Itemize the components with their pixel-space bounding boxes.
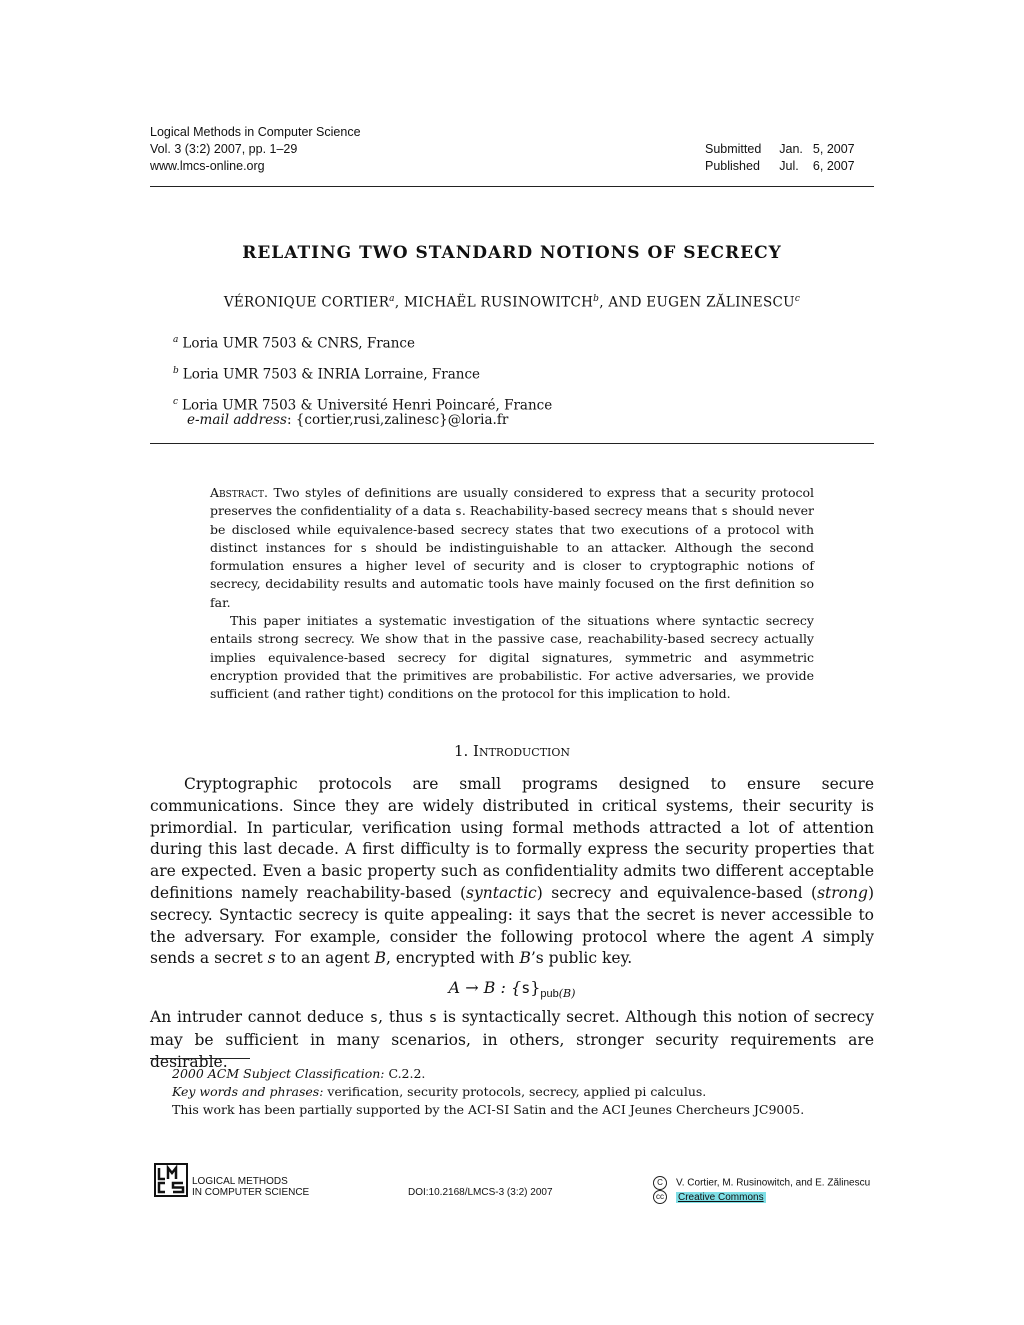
affiliation-mark-c: c [173,397,179,407]
copyright-line [653,1176,870,1190]
affiliation-mark-b: b [173,366,179,376]
section-heading [150,742,874,760]
submitted-month: Jan. [779,142,803,156]
affiliation-a-text: Loria UMR 7503 & CNRS, France [182,335,415,352]
formula-pub: pub [540,988,559,1001]
author-cortier: VÉRONIQUE CORTIER [223,294,390,311]
author-list [150,294,874,311]
footnote-support: This work has been partially supported by the ACI-SI Satin and the ACI Jeunes Chercheurs JC9005. [172,1102,805,1117]
published-date: 6, 2007 [812,159,855,173]
lmcs-logo-icon [154,1163,188,1197]
copyright-icon: C [653,1176,667,1190]
creative-commons-link[interactable]: Creative Commons [678,1191,764,1203]
footnote-rule [150,1058,250,1059]
section-title: Introduction [473,742,571,760]
formula-lhs: A → B : { [448,978,522,997]
footnote-keywords: Key words and phrases: verification, security protocols, secrecy, applied pi calculus. [172,1084,707,1099]
doi: DOI:10.2168/LMCS-3 (3:2) 2007 [408,1187,553,1198]
submitted-date: 5, 2007 [812,142,855,156]
copyright-holders: V. Cortier, M. Rusinowitch, and E. Zălinescu [676,1177,871,1189]
abstract [210,484,814,704]
lmcs-logo-text: LOGICAL METHODS IN COMPUTER SCIENCE [192,1176,310,1198]
abstract-label: Abstract. [210,485,268,500]
footnotes [172,1065,804,1119]
email-line [187,411,508,429]
abstract-paragraph-2: This paper initiates a systematic investigation of the situations where syntactic secrecy entails strong secrecy. We show that in the passive case, reachability-based secrecy actually implies equivalence-based secrecy for digital signatures, symmetric and asymmetric encryption provided that the primitives are probabilistic. For active adversaries, we provide sufficient (and rather tight) conditions on the protocol for this implication to hold. [210,613,814,702]
footnote-acm: 2000 ACM Subject Classification: C.2.2. [172,1066,426,1081]
journal-info [150,124,361,175]
author-mark-b: b [593,294,600,304]
section-number: 1. [453,742,474,760]
published-month: Jul. [779,159,799,173]
body-text-2 [150,1007,874,1073]
protocol-formula [150,978,874,1000]
body-paragraph-1: Cryptographic protocols are small programs designed to ensure secure communications. Since they are widely distributed in critical systems, their security is primordial. In particular, verification using formal methods attracted a lot of attention during this last decade. A first difficulty is to formally express the security properties that are expected. Even a basic property such as confidentiality admits two different acceptable definitions namely reachability-based (syntactic) secrecy and equivalence-based (strong) secrecy. Syntactic secrecy is quite appealing: it says that the secret is never accessible to the adversary. For example, consider the following protocol where the agent A simply sends a secret s to an agent B, encrypted with B’s public key. [150,775,874,968]
creative-commons-icon: cc [653,1190,667,1204]
copyright-block [653,1176,870,1204]
formula-secret: s [521,979,531,997]
affiliation-b [173,362,480,384]
author-rusinowitch: , MICHAËL RUSINOWITCH [394,294,594,311]
license-line [653,1190,870,1204]
author-mark-c: c [794,294,801,304]
email-label: e-mail address [187,412,287,428]
author-zalinescu: , AND EUGEN ZĂLINESCU [599,294,795,311]
affiliation-mark-a: a [173,335,179,345]
affiliation-a [173,331,415,353]
paper-title: RELATING TWO STANDARD NOTIONS OF SECRECY [242,243,782,263]
email-value: : {cortier,rusi,zalinesc}@loria.fr [286,412,509,428]
published-label: Published [705,159,760,173]
author-mark-a: a [389,294,395,304]
journal-url: www.lmcs-online.org [150,159,265,173]
submitted-label: Submitted [705,142,762,156]
header-divider [150,186,874,187]
formula-arg: (B) [558,987,576,1001]
affiliation-b-text: Loria UMR 7503 & INRIA Lorraine, France [182,366,481,383]
affiliation-c-text: Loria UMR 7503 & Université Henri Poincaré, France [182,397,553,414]
journal-volume: Vol. 3 (3:2) 2007, pp. 1–29 [150,142,298,156]
affiliation-divider [150,443,874,444]
submission-dates [705,141,855,175]
abstract-paragraph-1: Abstract. Two styles of definitions are usually considered to express that a security protocol preserves the confidentiality of a data s. Reachability-based secrecy means that s should never be disclosed while equivalence-based secrecy states that two executions of a protocol with distinct instances for s should be indistinguishable to an attacker. Although the second formulation ensures a higher level of security and is closer to cryptographic notions of secrecy, decidability results and automatic tools have mainly focused on the first definition so far. [210,485,814,610]
body-text [150,774,874,970]
body-paragraph-2: An intruder cannot deduce s, thus s is syntactically secret. Although this notion of secrecy may be sufficient in many scenarios, in others, stronger security requirements are desirable. [150,1008,874,1071]
formula-brace: } [530,978,541,997]
journal-name: Logical Methods in Computer Science [150,125,361,139]
